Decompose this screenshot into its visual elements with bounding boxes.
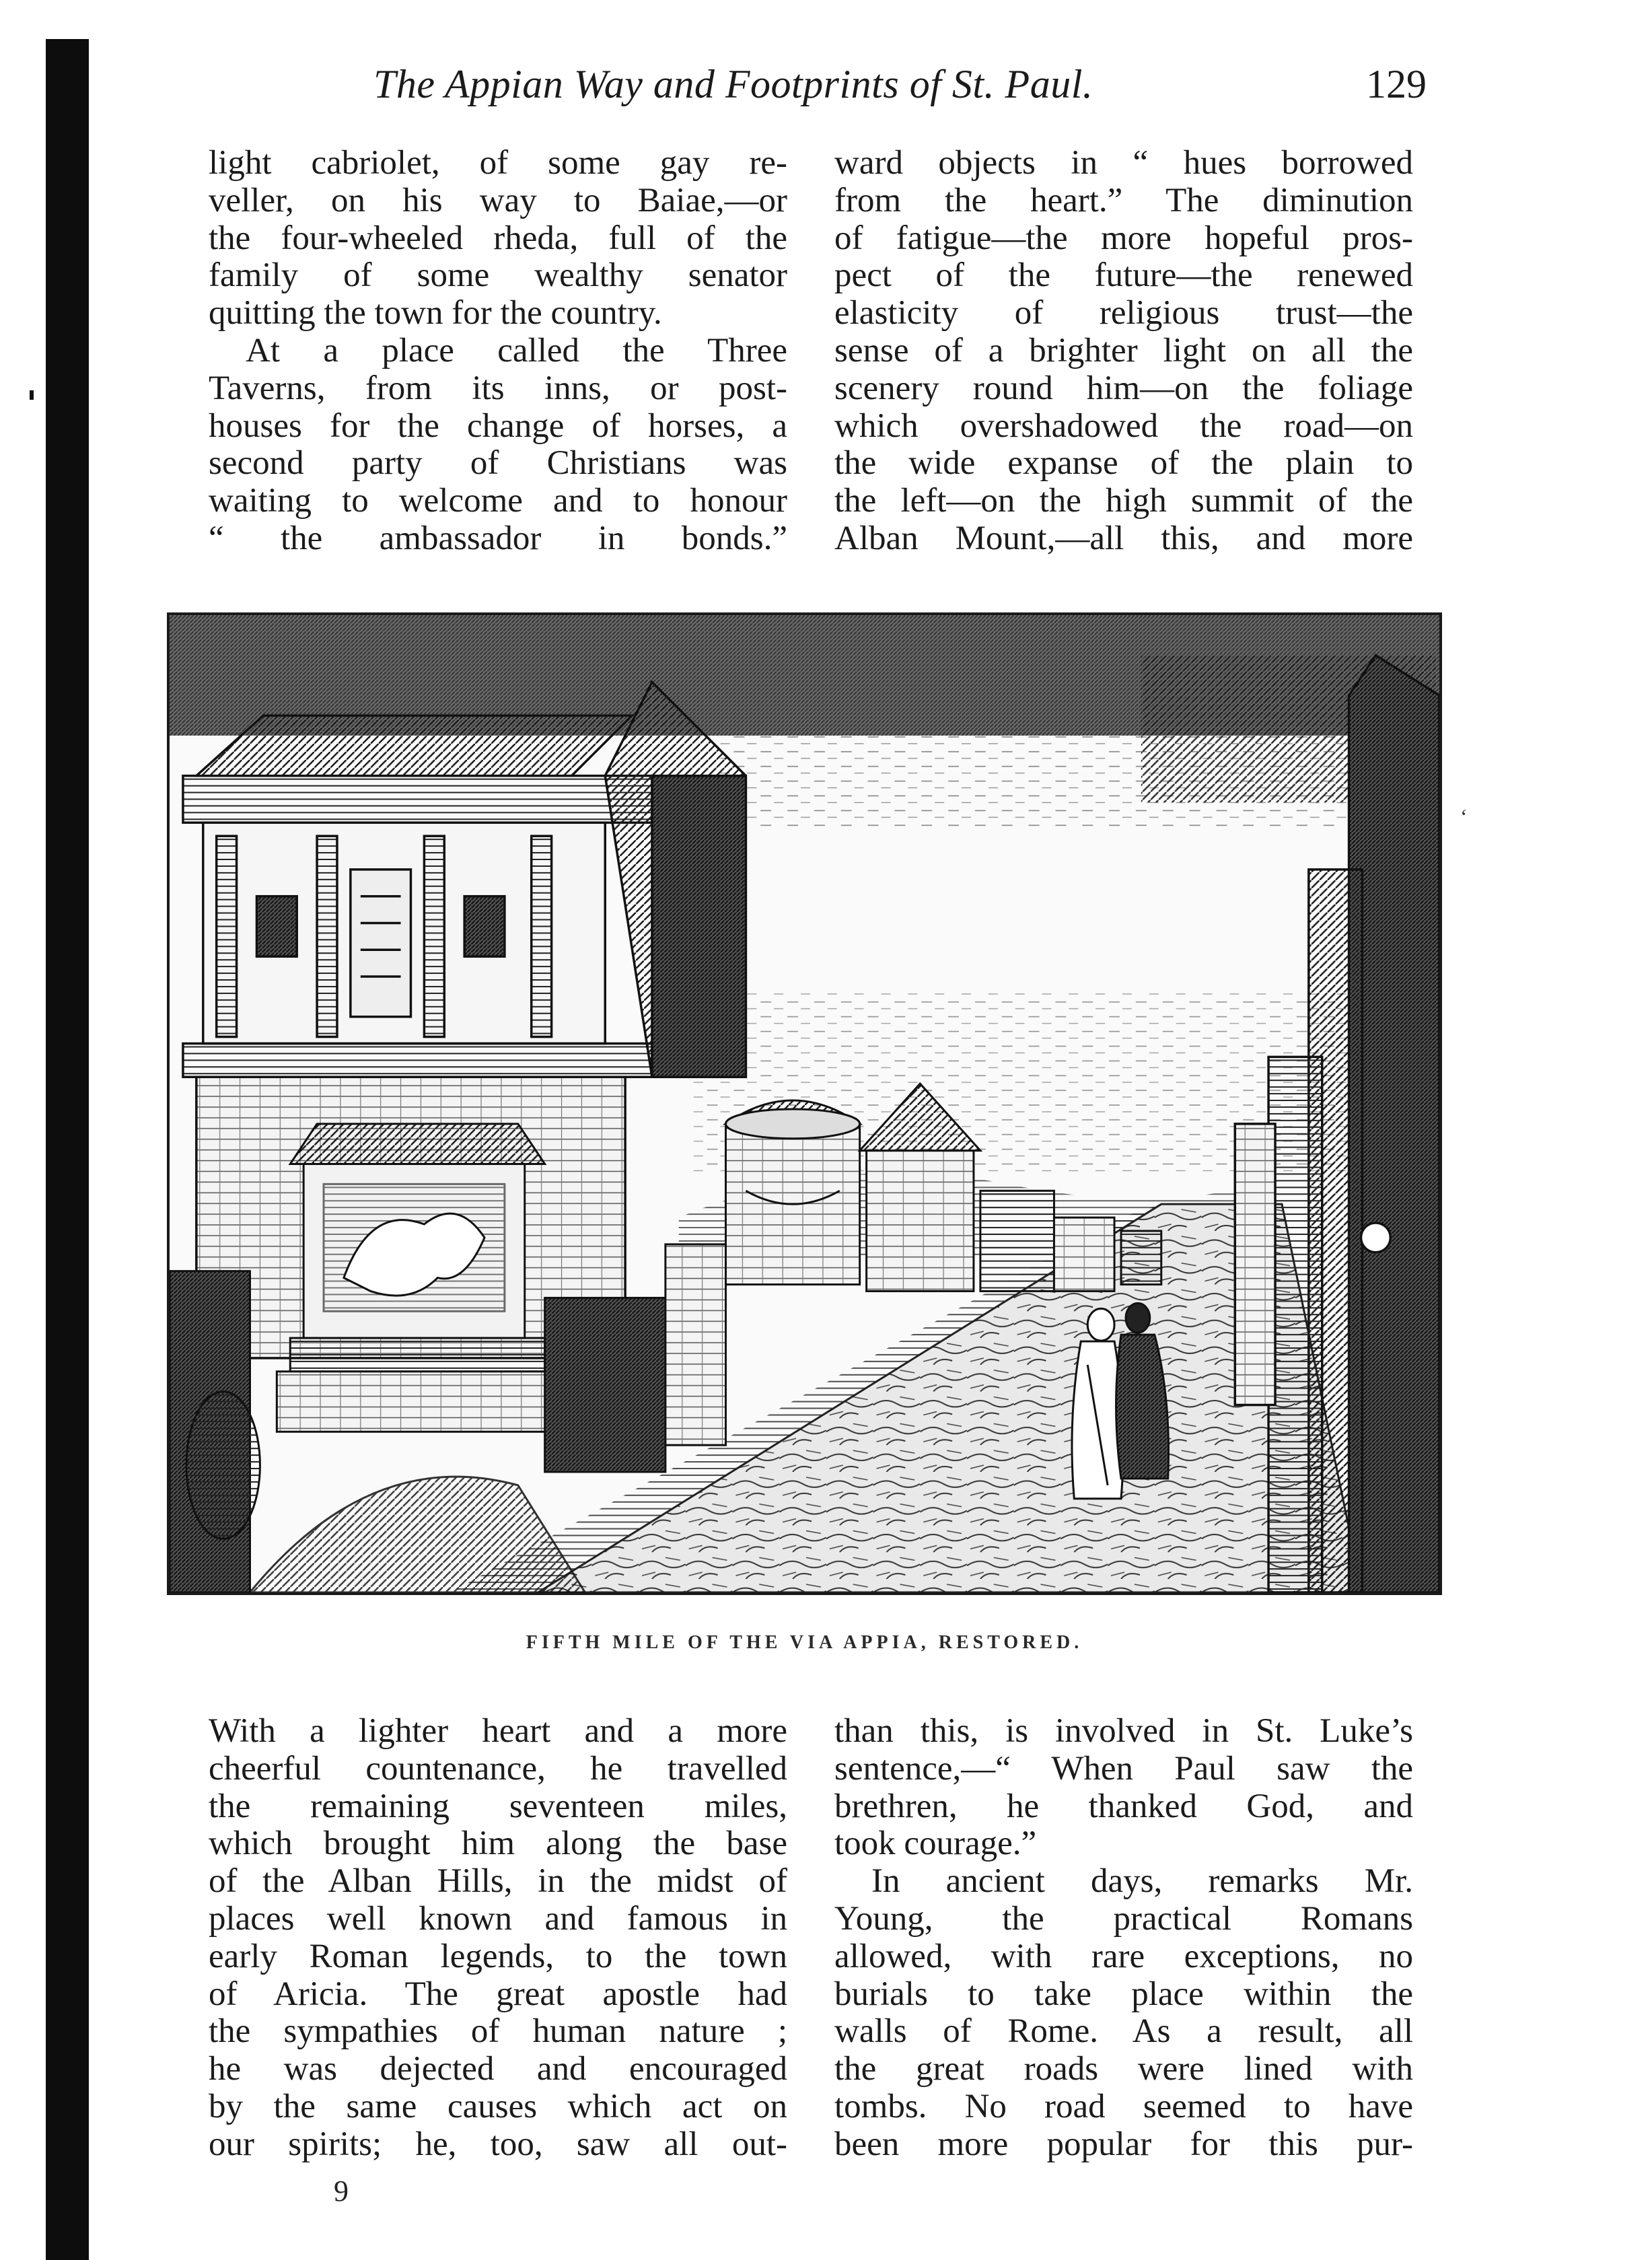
text-line: the remaining seventeen miles, <box>209 1788 787 1825</box>
text-line: veller, on his way to Baiae,—or <box>209 182 787 219</box>
text-line: “ the ambassador in bonds.” <box>209 520 787 557</box>
text-line: he was dejected and encouraged <box>209 2051 787 2088</box>
text-line: ward objects in “ hues borrowed <box>834 145 1413 182</box>
running-head <box>373 57 1467 111</box>
text-line: second party of Christians was <box>209 445 787 483</box>
text-line: which brought him along the base <box>209 1825 787 1863</box>
text-line: With a lighter heart and a more <box>209 1713 787 1750</box>
text-line: from the heart.” The diminution <box>834 182 1413 219</box>
top-right-column <box>834 145 1413 558</box>
text-line: Alban Mount,—all this, and more <box>834 520 1413 557</box>
signature-mark: 9 <box>334 2175 349 2208</box>
text-line: which overshadowed the road—on <box>834 407 1413 445</box>
bottom-right-column <box>834 1713 1413 2164</box>
text-line: allowed, with rare exceptions, no <box>834 1938 1413 1975</box>
illustration-caption: FIFTH MILE OF THE VIA APPIA, RESTORED. <box>526 1632 1083 1653</box>
text-line: Young, the practical Romans <box>834 1900 1413 1938</box>
text-line: quitting the town for the country. <box>209 295 662 332</box>
text-line: the four-wheeled rheda, full of the <box>209 219 787 257</box>
text-line: waiting to welcome and to honour <box>209 483 787 520</box>
text-line: by the same causes which act on <box>209 2088 787 2125</box>
text-line: At a place called the Three <box>246 332 787 369</box>
text-line: scenery round him—on the foliage <box>834 369 1413 407</box>
text-line: the wide expanse of the plain to <box>834 445 1413 483</box>
text-line: took courage.” <box>834 1825 1037 1863</box>
text-line: houses for the change of horses, a <box>209 407 787 445</box>
text-line: sentence,—“ When Paul saw the <box>834 1750 1413 1788</box>
via-appia-engraving <box>167 612 1442 1595</box>
text-line: brethren, he thanked God, and <box>834 1788 1413 1825</box>
text-line: elasticity of religious trust—the <box>834 295 1413 332</box>
text-line: of fatigue—the more hopeful pros- <box>834 219 1413 257</box>
text-line: family of some wealthy senator <box>209 257 787 295</box>
margin-mark: ‘ <box>1460 804 1468 828</box>
text-line: of Aricia. The great apostle had <box>209 1975 787 2013</box>
text-line: pect of the future—the renewed <box>834 257 1413 295</box>
text-line: the left—on the high summit of the <box>834 483 1413 520</box>
text-line: sense of a brighter light on all the <box>834 332 1413 369</box>
text-line: walls of Rome. As a result, all <box>834 2013 1413 2051</box>
text-line: the sympathies of human nature ; <box>209 2013 787 2051</box>
text-line: tombs. No road seemed to have <box>834 2088 1413 2125</box>
text-line: our spirits; he, too, saw all out- <box>209 2125 787 2163</box>
text-line: light cabriolet, of some gay re- <box>209 145 787 182</box>
top-left-column <box>209 145 787 558</box>
text-line: burials to take place within the <box>834 1975 1413 2013</box>
page-number: 129 <box>1366 62 1427 106</box>
book-spine-shadow <box>46 39 89 2260</box>
text-line: early Roman legends, to the town <box>209 1938 787 1975</box>
text-line: Taverns, from its inns, or post- <box>209 369 787 407</box>
text-line: places well known and famous in <box>209 1900 787 1938</box>
bottom-left-column <box>209 1713 787 2164</box>
text-line: of the Alban Hills, in the midst of <box>209 1863 787 1901</box>
text-line: In ancient days, remarks Mr. <box>871 1863 1413 1901</box>
running-title: The Appian Way and Footprints of St. Paul. <box>373 62 1093 106</box>
text-line: been more popular for this pur- <box>834 2125 1413 2163</box>
text-line: the great roads were lined with <box>834 2051 1413 2088</box>
text-line: cheerful countenance, he travelled <box>209 1750 787 1788</box>
margin-speck <box>30 390 34 400</box>
text-line: than this, is involved in St. Luke’s <box>834 1713 1413 1750</box>
